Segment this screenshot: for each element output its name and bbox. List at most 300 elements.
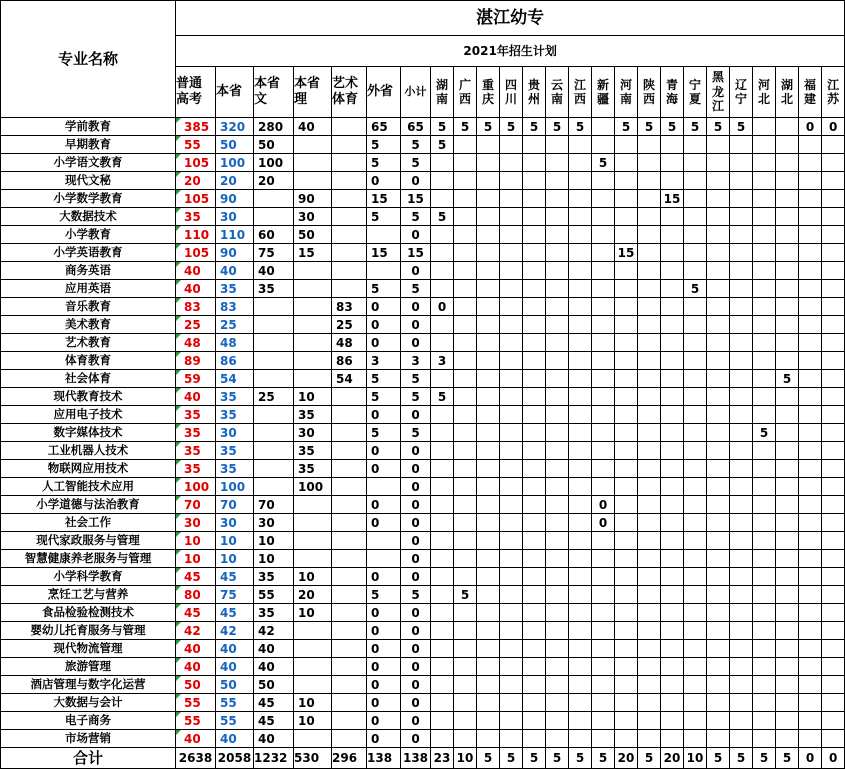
- table-cell: 5: [707, 118, 730, 136]
- table-cell: [546, 640, 569, 658]
- table-cell: [294, 640, 332, 658]
- table-cell: [546, 298, 569, 316]
- table-cell: 5: [401, 280, 431, 298]
- table-row: [1, 694, 845, 712]
- table-cell: [454, 280, 477, 298]
- table-cell: [684, 460, 707, 478]
- table-cell: [569, 676, 592, 694]
- table-cell: [477, 676, 500, 694]
- table-cell: [523, 406, 546, 424]
- table-cell: [707, 370, 730, 388]
- table-cell: [776, 568, 799, 586]
- table-cell: [546, 712, 569, 730]
- table-cell: [592, 694, 615, 712]
- table-row: [1, 208, 845, 226]
- table-cell: [707, 658, 730, 676]
- table-cell: [523, 658, 546, 676]
- table-cell: 0: [367, 658, 401, 676]
- table-cell: [332, 388, 367, 406]
- table-cell: [592, 172, 615, 190]
- table-cell: 15: [367, 244, 401, 262]
- table-cell: [776, 550, 799, 568]
- table-cell: 70: [254, 496, 294, 514]
- column-header-line: 高考: [176, 92, 203, 107]
- table-cell: [753, 118, 776, 136]
- table-cell: [707, 244, 730, 262]
- table-cell: [592, 730, 615, 748]
- table-cell: [546, 550, 569, 568]
- table-cell: [592, 658, 615, 676]
- major-name-cell: 现代家政服务与管理: [1, 532, 176, 550]
- table-cell: [523, 244, 546, 262]
- table-cell: [523, 478, 546, 496]
- table-cell: [822, 172, 845, 190]
- column-header-line: 重: [481, 77, 494, 92]
- table-cell: [454, 388, 477, 406]
- table-cell: [431, 406, 454, 424]
- table-cell: [799, 640, 822, 658]
- table-cell: [569, 136, 592, 154]
- table-cell: [661, 478, 684, 496]
- column-header: [523, 67, 546, 118]
- table-cell: 25: [216, 316, 254, 334]
- table-cell: [776, 406, 799, 424]
- table-cell: [753, 514, 776, 532]
- table-cell: 20: [254, 172, 294, 190]
- table-cell: 110: [216, 226, 254, 244]
- table-cell: [684, 244, 707, 262]
- table-cell: [753, 316, 776, 334]
- table-cell: 86: [332, 352, 367, 370]
- table-cell: 40: [176, 640, 216, 658]
- table-cell: 0: [367, 640, 401, 658]
- table-cell: [569, 244, 592, 262]
- column-header-text: [367, 84, 393, 100]
- major-name-cell: 小学语文教育: [1, 154, 176, 172]
- table-row: [1, 460, 845, 478]
- table-cell: [707, 334, 730, 352]
- table-cell: 90: [216, 244, 254, 262]
- table-cell: [822, 136, 845, 154]
- table-cell: 110: [176, 226, 216, 244]
- major-name-cell: 小学数学教育: [1, 190, 176, 208]
- table-cell: 5: [454, 118, 477, 136]
- table-cell: 30: [216, 208, 254, 226]
- table-cell: 48: [216, 334, 254, 352]
- table-cell: [294, 676, 332, 694]
- table-cell: [500, 604, 523, 622]
- table-cell: [523, 604, 546, 622]
- table-cell: [753, 586, 776, 604]
- table-cell: [454, 550, 477, 568]
- table-cell: 30: [216, 514, 254, 532]
- table-cell: [707, 568, 730, 586]
- table-cell: 15: [294, 244, 332, 262]
- table-cell: [546, 460, 569, 478]
- table-cell: 35: [176, 406, 216, 424]
- table-cell: [477, 316, 500, 334]
- table-cell: [477, 334, 500, 352]
- table-cell: 0: [401, 442, 431, 460]
- table-cell: [707, 460, 730, 478]
- major-name-cell: 智慧健康养老服务与管理: [1, 550, 176, 568]
- table-cell: 100: [216, 154, 254, 172]
- table-cell: [569, 190, 592, 208]
- table-cell: [500, 190, 523, 208]
- table-cell: [730, 154, 753, 172]
- table-cell: [431, 568, 454, 586]
- table-cell: [707, 640, 730, 658]
- table-cell: 0: [401, 478, 431, 496]
- table-cell: [730, 136, 753, 154]
- column-header-line: 海: [665, 92, 678, 106]
- column-header-line: 苏: [827, 92, 840, 106]
- table-cell: [569, 352, 592, 370]
- total-cell: 296: [332, 748, 367, 769]
- table-cell: [753, 496, 776, 514]
- table-cell: [707, 316, 730, 334]
- table-cell: 35: [176, 460, 216, 478]
- column-header-line: 本省: [254, 76, 281, 92]
- column-header-line: 疆: [596, 92, 609, 106]
- column-header-line: 江: [573, 77, 586, 92]
- column-header-line: 州: [527, 92, 540, 106]
- table-cell: [454, 604, 477, 622]
- table-cell: [592, 388, 615, 406]
- table-cell: [294, 154, 332, 172]
- table-cell: [569, 442, 592, 460]
- table-cell: [431, 514, 454, 532]
- table-cell: [615, 370, 638, 388]
- table-cell: [638, 154, 661, 172]
- column-header-text: [551, 78, 563, 107]
- table-cell: [477, 568, 500, 586]
- column-header-line: 宁: [734, 92, 747, 106]
- table-row: [1, 352, 845, 370]
- table-cell: [546, 352, 569, 370]
- column-header: [294, 67, 332, 118]
- major-name-cell: 小学英语教育: [1, 244, 176, 262]
- table-cell: [523, 136, 546, 154]
- table-cell: [431, 154, 454, 172]
- table-cell: 55: [176, 136, 216, 154]
- table-cell: [638, 676, 661, 694]
- table-cell: 0: [401, 262, 431, 280]
- table-cell: [638, 694, 661, 712]
- table-cell: 35: [216, 406, 254, 424]
- table-cell: [477, 478, 500, 496]
- table-cell: [661, 694, 684, 712]
- table-cell: [615, 568, 638, 586]
- table-cell: [753, 658, 776, 676]
- table-row: [1, 676, 845, 694]
- table-cell: 40: [294, 118, 332, 136]
- table-cell: [822, 298, 845, 316]
- table-cell: 65: [367, 118, 401, 136]
- table-cell: 5: [367, 586, 401, 604]
- table-cell: 0: [367, 298, 401, 316]
- table-cell: [569, 316, 592, 334]
- table-cell: [661, 280, 684, 298]
- column-header-text: [176, 76, 202, 107]
- major-name-cell: 美术教育: [1, 316, 176, 334]
- table-cell: 105: [176, 244, 216, 262]
- table-cell: [638, 622, 661, 640]
- table-cell: [707, 154, 730, 172]
- table-cell: 0: [367, 316, 401, 334]
- column-header: [477, 67, 500, 118]
- total-cell: 0: [822, 748, 845, 769]
- table-cell: [592, 424, 615, 442]
- table-cell: [592, 118, 615, 136]
- table-cell: [661, 712, 684, 730]
- table-cell: [431, 658, 454, 676]
- table-cell: [523, 676, 546, 694]
- table-cell: 15: [401, 190, 431, 208]
- table-cell: 10: [254, 532, 294, 550]
- table-cell: [454, 370, 477, 388]
- table-cell: [523, 712, 546, 730]
- table-cell: [500, 298, 523, 316]
- table-cell: 50: [216, 676, 254, 694]
- table-cell: 25: [332, 316, 367, 334]
- table-cell: [477, 730, 500, 748]
- table-cell: [523, 262, 546, 280]
- table-cell: [523, 532, 546, 550]
- table-cell: [822, 226, 845, 244]
- table-cell: [500, 424, 523, 442]
- major-name-cell: 体育教育: [1, 352, 176, 370]
- total-cell: 2638: [176, 748, 216, 769]
- major-name-cell: 物联网应用技术: [1, 460, 176, 478]
- table-cell: [546, 604, 569, 622]
- table-cell: [776, 334, 799, 352]
- table-cell: [799, 550, 822, 568]
- column-header: [592, 67, 615, 118]
- total-label: 合计: [1, 748, 176, 769]
- column-header-line: 河: [757, 77, 770, 92]
- table-cell: [546, 154, 569, 172]
- total-cell: 20: [615, 748, 638, 769]
- table-cell: [477, 190, 500, 208]
- table-cell: [799, 154, 822, 172]
- table-cell: [615, 532, 638, 550]
- table-cell: [615, 388, 638, 406]
- table-cell: 5: [730, 118, 753, 136]
- table-cell: [569, 514, 592, 532]
- table-cell: 42: [254, 622, 294, 640]
- major-name-cell: 烹饪工艺与营养: [1, 586, 176, 604]
- table-cell: [615, 622, 638, 640]
- table-cell: 0: [401, 712, 431, 730]
- table-cell: [707, 172, 730, 190]
- table-cell: [454, 712, 477, 730]
- table-cell: 0: [401, 550, 431, 568]
- table-cell: [294, 658, 332, 676]
- table-cell: [753, 334, 776, 352]
- major-name-cell: 音乐教育: [1, 298, 176, 316]
- table-cell: [822, 424, 845, 442]
- table-cell: [477, 694, 500, 712]
- major-name-cell: 社会体育: [1, 370, 176, 388]
- column-header: [569, 67, 592, 118]
- table-cell: [684, 298, 707, 316]
- table-cell: [254, 208, 294, 226]
- total-cell: 20: [661, 748, 684, 769]
- table-cell: [822, 712, 845, 730]
- table-cell: [569, 604, 592, 622]
- table-row: [1, 406, 845, 424]
- table-cell: [254, 334, 294, 352]
- table-cell: [477, 550, 500, 568]
- table-cell: [569, 226, 592, 244]
- table-cell: 5: [753, 424, 776, 442]
- table-cell: [661, 136, 684, 154]
- table-cell: [294, 334, 332, 352]
- column-header: [799, 67, 822, 118]
- table-cell: [254, 406, 294, 424]
- table-cell: [569, 208, 592, 226]
- table-cell: [500, 550, 523, 568]
- table-cell: [707, 352, 730, 370]
- table-cell: [730, 730, 753, 748]
- table-cell: [753, 352, 776, 370]
- table-cell: [332, 640, 367, 658]
- table-cell: [500, 316, 523, 334]
- column-header: [431, 67, 454, 118]
- table-cell: [615, 154, 638, 172]
- table-cell: [730, 208, 753, 226]
- table-cell: 3: [431, 352, 454, 370]
- column-header-line: 普通: [176, 76, 203, 92]
- total-cell: 138: [367, 748, 401, 769]
- table-cell: [707, 280, 730, 298]
- table-cell: [799, 136, 822, 154]
- column-header: [367, 67, 401, 118]
- table-cell: [569, 640, 592, 658]
- table-cell: [477, 424, 500, 442]
- column-header-line: 辽: [734, 77, 747, 92]
- table-cell: [546, 442, 569, 460]
- table-cell: [569, 298, 592, 316]
- table-row: [1, 388, 845, 406]
- table-cell: 5: [367, 424, 401, 442]
- table-cell: [477, 604, 500, 622]
- table-cell: 75: [254, 244, 294, 262]
- column-header: [684, 67, 707, 118]
- table-cell: [707, 532, 730, 550]
- table-cell: [523, 388, 546, 406]
- major-name-cell: 数字媒体技术: [1, 424, 176, 442]
- table-cell: [367, 532, 401, 550]
- table-cell: [569, 496, 592, 514]
- table-cell: [684, 136, 707, 154]
- table-cell: [638, 388, 661, 406]
- table-cell: 0: [431, 298, 454, 316]
- table-cell: [254, 442, 294, 460]
- table-cell: [431, 622, 454, 640]
- table-cell: [776, 442, 799, 460]
- table-cell: [546, 658, 569, 676]
- table-cell: [431, 442, 454, 460]
- column-header-line: 福: [803, 77, 816, 92]
- major-name-cell: 大数据与会计: [1, 694, 176, 712]
- table-cell: 0: [799, 118, 822, 136]
- table-cell: 20: [294, 586, 332, 604]
- table-cell: [684, 730, 707, 748]
- table-cell: [454, 172, 477, 190]
- table-cell: 35: [176, 442, 216, 460]
- table-cell: 5: [546, 118, 569, 136]
- table-cell: [730, 712, 753, 730]
- table-cell: [431, 262, 454, 280]
- table-cell: [707, 442, 730, 460]
- table-cell: [776, 514, 799, 532]
- table-cell: 50: [254, 136, 294, 154]
- table-cell: 0: [401, 730, 431, 748]
- major-name-cell: 大数据技术: [1, 208, 176, 226]
- table-cell: 30: [176, 514, 216, 532]
- table-cell: 45: [176, 604, 216, 622]
- table-cell: [332, 730, 367, 748]
- table-cell: [546, 694, 569, 712]
- table-cell: [799, 262, 822, 280]
- table-cell: 0: [367, 730, 401, 748]
- table-cell: [799, 676, 822, 694]
- table-cell: [569, 460, 592, 478]
- table-cell: [730, 604, 753, 622]
- table-cell: [753, 568, 776, 586]
- table-cell: 40: [254, 658, 294, 676]
- table-cell: [799, 298, 822, 316]
- table-cell: [454, 514, 477, 532]
- table-cell: 5: [401, 586, 431, 604]
- table-cell: [569, 478, 592, 496]
- table-cell: 0: [401, 658, 431, 676]
- table-cell: 0: [401, 496, 431, 514]
- table-cell: [569, 334, 592, 352]
- table-cell: 15: [661, 190, 684, 208]
- table-cell: [638, 586, 661, 604]
- table-cell: [661, 406, 684, 424]
- major-name-cell: 酒店管理与数字化运营: [1, 676, 176, 694]
- table-cell: 30: [216, 424, 254, 442]
- table-cell: [661, 550, 684, 568]
- column-header-line: 贵: [527, 77, 540, 92]
- table-cell: [431, 424, 454, 442]
- table-cell: [615, 190, 638, 208]
- table-cell: [776, 694, 799, 712]
- table-cell: [500, 568, 523, 586]
- table-cell: [477, 532, 500, 550]
- table-cell: [477, 388, 500, 406]
- column-header: [776, 67, 799, 118]
- column-header-line: 小计: [404, 85, 427, 99]
- table-cell: [684, 226, 707, 244]
- table-cell: 35: [294, 442, 332, 460]
- table-cell: [454, 226, 477, 244]
- table-cell: [500, 676, 523, 694]
- table-cell: [592, 442, 615, 460]
- table-cell: [454, 442, 477, 460]
- table-cell: [332, 460, 367, 478]
- table-cell: [661, 352, 684, 370]
- table-cell: [454, 532, 477, 550]
- table-cell: 0: [367, 442, 401, 460]
- column-header-line: 四: [504, 77, 517, 92]
- table-cell: [799, 532, 822, 550]
- column-header: [707, 67, 730, 118]
